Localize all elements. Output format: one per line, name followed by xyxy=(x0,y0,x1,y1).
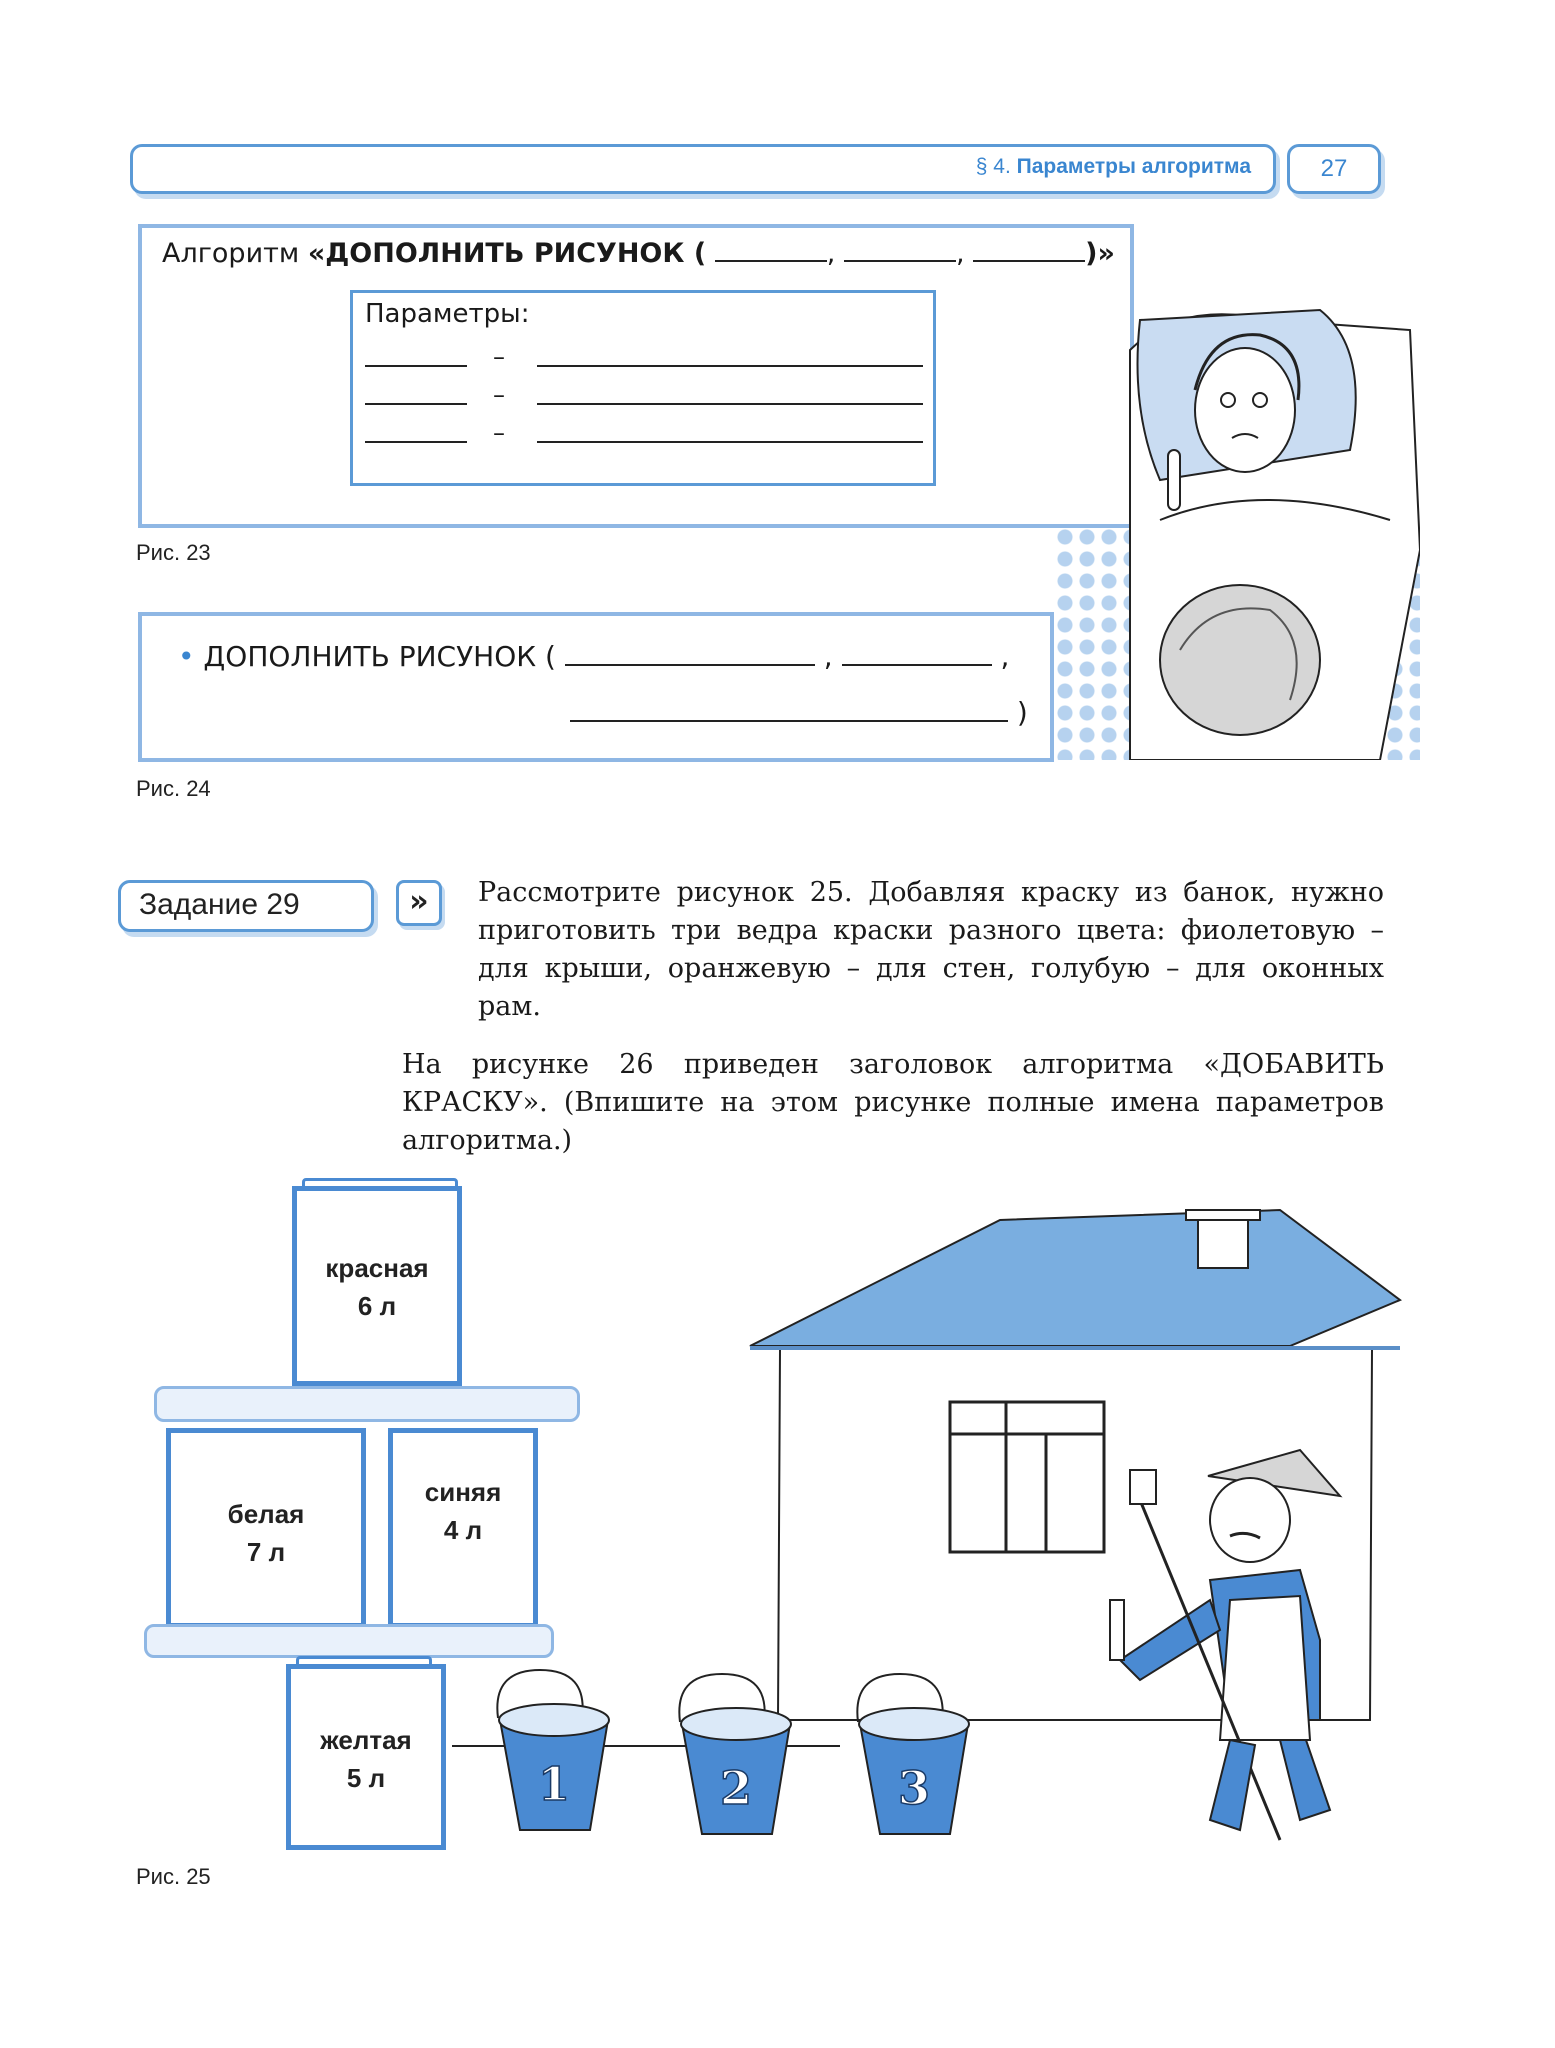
paint-can-yellow xyxy=(286,1664,446,1850)
bucket-number: 1 xyxy=(537,1757,571,1811)
figure-25-caption: Рис. 25 xyxy=(136,1864,211,1889)
can-color-label: синяя xyxy=(424,1477,502,1507)
blank-line xyxy=(715,259,827,262)
algorithm-header: Алгоритм «ДОПОЛНИТЬ РИСУНОК ( , , )» xyxy=(162,238,1115,269)
section-title: Параметры алгоритма xyxy=(1016,155,1251,178)
parameter-row xyxy=(365,343,925,371)
bucket-number: 3 xyxy=(897,1761,931,1815)
blank-line xyxy=(365,441,467,443)
figure-23-caption: Рис. 23 xyxy=(136,540,211,565)
figure-24-frame xyxy=(138,612,1054,762)
can-volume-label: 6 л xyxy=(357,1291,397,1321)
algorithm-header-line2 xyxy=(570,696,1028,729)
algorithm-name: ДОПОЛНИТЬ РИСУНОК ( xyxy=(203,640,556,673)
house-scene xyxy=(440,1200,1420,1860)
thermometer xyxy=(1168,450,1180,510)
house-roof xyxy=(750,1210,1400,1346)
paint-brush-icon xyxy=(1110,1600,1124,1660)
can-volume-label: 5 л xyxy=(346,1763,386,1793)
blank-line xyxy=(570,719,1008,722)
task-paragraph-2: На рисунке 26 приведен заголовок алгоритма «ДОБАВИТЬ КРАСКУ». (Впишите на этом рисунке полные имена параметров алгоритма.) xyxy=(402,1049,1384,1156)
dash: – xyxy=(493,419,505,447)
blank-line xyxy=(842,663,992,666)
can-color-label: желтая xyxy=(320,1725,412,1755)
bucket-1 xyxy=(497,1670,609,1830)
boy-face xyxy=(1195,348,1295,472)
can-volume-label: 4 л xyxy=(443,1515,483,1545)
task-paragraph-1: Рассмотрите рисунок 25. Добавляя краску из банок, нужно приготовить три ведра краски разного цвета: фиолетовую – для крыши, оранжевую – для стен, голубую – для оконных рам. xyxy=(478,877,1384,1022)
section-number: § 4. xyxy=(975,155,1011,178)
blank-line xyxy=(973,259,1085,262)
task-label-box xyxy=(118,880,374,932)
chimney xyxy=(1198,1218,1248,1268)
blank-line xyxy=(844,259,956,262)
task-label: Задание 29 xyxy=(139,888,300,921)
can-color-label: красная xyxy=(325,1253,429,1283)
parameters-title: Параметры: xyxy=(365,299,530,329)
page-number: 27 xyxy=(1287,144,1381,194)
blank-line xyxy=(365,365,467,367)
figure-24-caption: Рис. 24 xyxy=(136,776,211,801)
blank-line xyxy=(537,441,923,443)
sick-boy-illustration xyxy=(1120,290,1420,760)
section-heading xyxy=(976,155,1251,179)
paint-can-red xyxy=(292,1186,462,1386)
blank-line xyxy=(537,403,923,405)
algorithm-close: ) xyxy=(1016,696,1028,729)
can-volume-label: 7 л xyxy=(246,1537,286,1567)
bucket-number: 2 xyxy=(719,1761,753,1815)
parameters-box xyxy=(350,290,936,486)
blank-line xyxy=(365,403,467,405)
algorithm-header: • ДОПОЛНИТЬ РИСУНОК ( , , xyxy=(178,640,1010,673)
algorithm-close: )» xyxy=(1085,238,1115,269)
dash: – xyxy=(493,343,505,371)
parameter-row xyxy=(365,419,925,447)
running-header xyxy=(130,144,1276,194)
algorithm-name: «ДОПОЛНИТЬ РИСУНОК ( xyxy=(307,238,707,269)
figure-23-frame xyxy=(138,224,1134,528)
bullet-icon: • xyxy=(178,640,195,673)
parameter-row xyxy=(365,381,925,409)
painter-apron xyxy=(1220,1596,1310,1740)
dash: – xyxy=(493,381,505,409)
house-window xyxy=(950,1402,1104,1552)
blank-line xyxy=(537,365,923,367)
can-color-label: белая xyxy=(227,1499,305,1529)
algorithm-prefix: Алгоритм xyxy=(162,238,308,269)
blank-line xyxy=(565,663,815,666)
double-arrow-icon: » xyxy=(396,880,442,926)
paint-can-white xyxy=(166,1428,366,1628)
bucket-2 xyxy=(679,1674,791,1834)
